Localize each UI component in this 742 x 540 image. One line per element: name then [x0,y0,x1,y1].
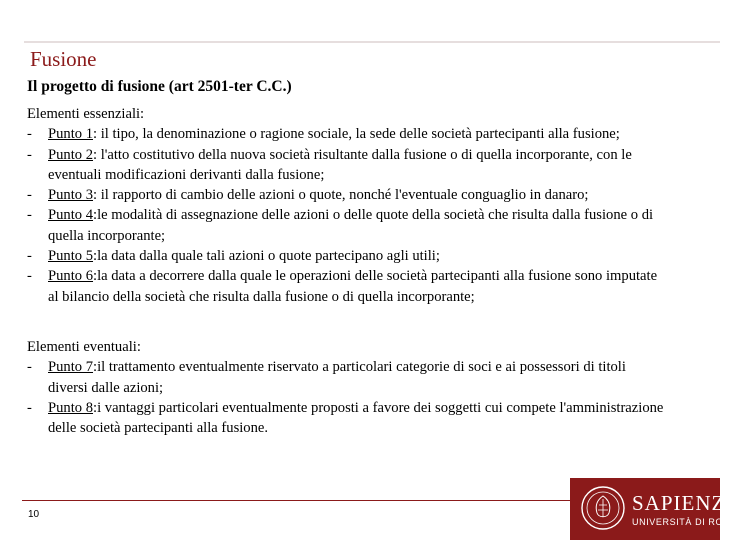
item-text: :il trattamento eventualmente riservato a particolari categorie di soci e ai possessori di titoli diversi dalle azioni; [48,359,626,396]
item-label: Punto 7 [48,359,94,376]
list-item [27,246,667,266]
list-item [27,124,667,144]
item-label: Punto 1 [48,126,94,143]
list-item [27,266,667,307]
item-text: : l'atto costitutivo della nuova società risultante dalla fusione o di quella incorporante, con le eventuali modificazioni derivanti dalla fusione; [48,146,632,183]
top-divider [24,41,720,43]
sapienza-logo [570,478,742,540]
list-item [27,185,667,205]
item-label: Punto 8 [48,399,94,416]
bullet: - [27,359,32,376]
list-item [27,398,667,439]
slide-title: Fusione [30,47,97,71]
bullet: - [27,207,32,224]
university-seal-icon [580,485,626,531]
list-item [27,205,667,246]
item-text: :la data dalla quale tali azioni o quote partecipano agli utili; [93,248,440,265]
item-text: :le modalità di assegnazione delle azioni o delle quote della società che risulta dalla fusione o di quella incorporante; [48,207,654,244]
page-number: 10 [28,509,40,520]
bullet: - [27,126,32,143]
logo-subtitle: UNIVERSITÀ DI ROMA [632,517,738,527]
list-item [27,145,667,186]
slide-subtitle: Il progetto di fusione (art 2501-ter C.C.) [27,78,292,95]
item-text: : il rapporto di cambio delle azioni o quote, nonché l'eventuale conguaglio in danaro; [93,187,589,204]
optional-heading: Elementi eventuali: [27,338,141,355]
footer-divider [22,500,570,501]
item-text: : il tipo, la denominazione o ragione sociale, la sede delle società partecipanti alla fusione; [93,126,620,143]
essential-heading: Elementi essenziali: [27,106,145,122]
item-label: Punto 4 [48,207,94,224]
item-label: Punto 3 [48,187,94,204]
bullet: - [27,268,32,285]
bullet: - [27,248,32,265]
essential-list [27,124,667,307]
item-text: :i vantaggi particolari eventualmente proposti a favore dei soggetti cui compete l'amministrazione delle società partecipanti alla fusione. [48,399,664,437]
list-item [27,357,667,398]
bullet: - [27,146,32,163]
item-text: :la data a decorrere dalla quale le operazioni delle società partecipanti alla fusione sono imputate al bilancio della società che risulta dalla fusione o di quella incorporante; [48,268,658,305]
section-spacer [27,307,667,337]
item-label: Punto 6 [48,268,94,285]
slide-content [27,104,667,438]
logo-name: SAPIENZA [632,491,742,515]
item-label: Punto 5 [48,248,94,265]
item-label: Punto 2 [48,146,94,163]
bullet: - [27,399,32,416]
optional-list [27,357,667,438]
bullet: - [27,187,32,204]
